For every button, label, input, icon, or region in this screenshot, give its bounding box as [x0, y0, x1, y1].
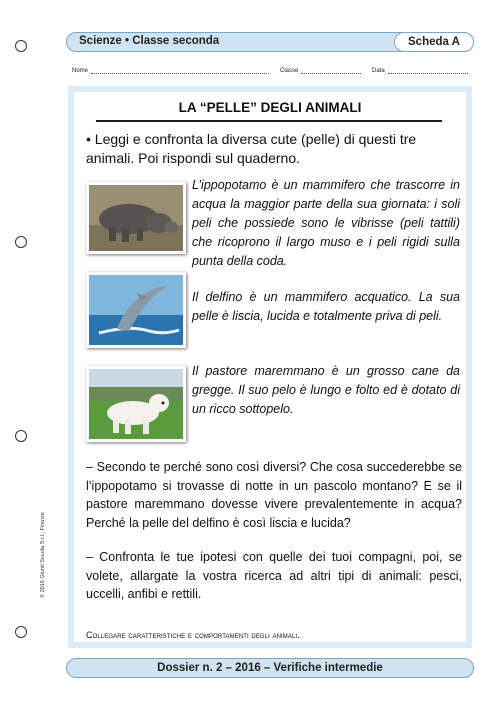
worksheet-title: LA “PELLE” DEGLI ANIMALI — [178, 100, 362, 115]
class-label: Classe — [280, 68, 299, 74]
sheet-tab — [394, 32, 474, 52]
worksheet-panel — [74, 92, 466, 642]
subject-title: Scienze • Classe seconda — [79, 35, 220, 47]
binder-hole-4 — [15, 626, 27, 638]
binder-hole-3 — [15, 430, 27, 442]
worksheet-card — [68, 86, 472, 648]
dolphin-description: Il delfino è un mammifero acquatico. La sua pelle è liscia, lucida e totalmente priva di peli. — [192, 290, 460, 323]
dolphin-photo — [86, 272, 186, 348]
date-line — [388, 66, 468, 74]
name-label: Nome — [72, 68, 89, 74]
question-1: – Secondo te perché sono così diversi? Che cosa succederebbe se l’ippopotamo si trovasse di notte in un pascolo montano? E se il pastore maremmano dovesse vivere prevalentemente in acqua? Perché la pelle del delfino è così liscia e lucida? — [86, 460, 462, 530]
student-fields — [66, 66, 472, 78]
class-line — [301, 66, 361, 74]
binder-hole-1 — [15, 40, 27, 52]
footer-label: Dossier n. 2 – 2016 – Verifiche intermedie — [157, 662, 383, 674]
question-2: – Confronta le tue ipotesi con quelle dei tuoi compagni, poi, se volete, allargate la vostra ricerca ad altri tipi di animali: pesci, uccelli, anfibi e rettili. — [86, 550, 462, 601]
copyright-notice: © 2016 Giunti Scuola S.r.l., Firenze — [40, 512, 46, 598]
dog-description: Il pastore maremmano è un grosso cane da gregge. Il suo pelo è lungo e folto ed è dotato di un ricco sottopelo. — [192, 364, 460, 416]
date-label: Data — [372, 68, 385, 74]
hippo-description: L’ippopotamo è un mammifero che trascorre in acqua la maggior parte della sua giornata: i soli peli che possiede sono le vibrisse (peli tattili) che ricoprono il largo muso e i peli rigidi sulla punta della coda. — [192, 178, 460, 268]
class-field[interactable] — [280, 66, 361, 74]
footer-bar — [66, 658, 474, 678]
date-field[interactable] — [372, 66, 468, 74]
intro-instruction: • Leggi e confronta la diversa cute (pelle) di questi tre animali. Poi rispondi sul quaderno. — [86, 131, 417, 166]
learning-objective: Collegare caratteristiche e comportamenti degli animali. — [86, 630, 300, 640]
name-line — [91, 66, 269, 74]
binder-hole-2 — [15, 236, 27, 248]
hippo-photo — [86, 182, 186, 254]
sheet-label: Scheda A — [408, 36, 460, 48]
header-bar — [66, 32, 474, 52]
dog-photo — [86, 366, 186, 442]
name-field[interactable] — [72, 66, 269, 74]
title-underline — [96, 120, 442, 122]
